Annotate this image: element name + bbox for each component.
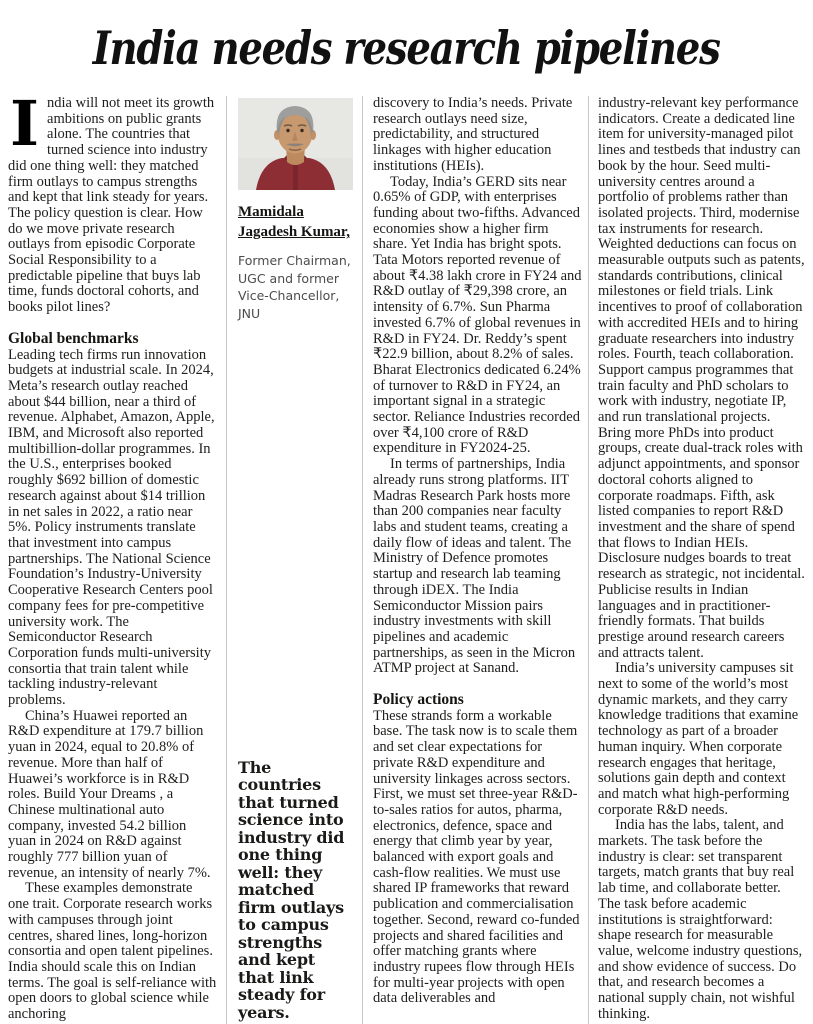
paragraph: These strands form a workable base. The task now is to scale them and set clear expectations for private R&D expenditure and university linkages across sectors. First, we must set three-year R&D-to-sales ratios for autos, pharma, electronics, defence, space and energy that climb year by year, balanced with export goals and cash-flow realities. We must use shared IP frameworks that reward publication and commercialisation together. Second, reward co-funded projects and shared facilities and offer matching grants where industry rupees flow through HEIs for multi-year projects with open data deliverables and bbox=[373, 707, 580, 1007]
paragraph-text: ndia will not meet its growth ambitions on public grants alone. The countries that turned science into industry did one thing well: they matched firm outlays to campus strengths and kept that link steady for years. The policy question is clear. How do we move private research outlays from episodic Corporate Social Responsibility to a predictable pipeline that buys lab time, funds doctoral cohorts, and books pilot lines? bbox=[8, 96, 215, 316]
paragraph: India’s university campuses sit next to some of the world’s most dynamic markets, and they carry knowledge traditions that examine technology as part of a broader human inquiry. When corporate research engages that heritage, solutions gain depth and context and match what high-performing corporate R&D needs. bbox=[598, 660, 799, 818]
author-role: Former Chairman, UGC and former Vice-Chancellor, JNU bbox=[238, 253, 351, 321]
paragraph: China’s Huawei reported an R&D expenditure at 179.7 billion yuan in 2024, equal to 20.8% of revenue. More than half of Huawei’s workforce is in R&D roles. Build Your Dreams , a Chinese multinational auto company, invested 54.2 billion yuan in 2024 on R&D against roughly 777 billion yuan of revenue, an intensity of nearly 7%. bbox=[8, 707, 211, 881]
paragraph: discovery to India’s needs. Private research outlays need size, predictability, and structured linkages with higher education institutions (HEIs). bbox=[373, 96, 573, 174]
column-4 bbox=[588, 96, 805, 1024]
article-body bbox=[8, 96, 805, 1024]
paragraph: In terms of partnerships, India already runs strong platforms. IIT Madras Research Park hosts more than 200 companies near faculty labs and student teams, creating a daily flow of ideas and talent. The Ministry of Defence promotes startup and research lab teaming through iDEX. The India Semiconductor Mission pairs industry investments with skill pipelines and academic partnerships, as seen in the Micron ATMP project at Sanand. bbox=[373, 456, 576, 677]
paragraph: These examples demonstrate one trait. Corporate research works with campuses through joint centres, shared lines, long-horizon consortia and open talent pipelines. India should scale this on Indian terms. The goal is self-reliance with open doors to global science while anchoring bbox=[8, 880, 217, 1023]
paragraph: industry-relevant key performance indicators. Create a dedicated line item for university-managed pilot lines and testbeds that industry can book by the hour. Seed multi-university centres around a portfolio of problems rather than isolated projects. Third, modernise tax instruments for research. Weighted deductions can focus on measurable outputs such as patents, standards contributions, clinical milestones or field trials. Link incentives to proof of collaboration with accredited HEIs and to hiring graduate researchers into industry roles. Fourth, teach collaboration. Support campus programmes that train faculty and PhD scholars to work with industry, negotiate IP, and run translational projects. Bring more PhDs into product groups, create dual-track roles with adjunct appointments, and sponsor doctoral cohorts aligned to corporate roadmaps. Fifth, ask listed companies to report R&D investment and the share of spend that flows to Indian HEIs. Disclosure nudges boards to treat research as strategic, not incidental. Publicise results in Indian languages and in practitioner-friendly formats. That builds prestige around research careers and attracts talent. bbox=[598, 96, 805, 661]
article-title: India needs research pipelines bbox=[93, 21, 720, 75]
lead-paragraph bbox=[8, 96, 217, 316]
author-name: Mamidala Jagadesh Kumar, bbox=[238, 204, 350, 240]
pull-quote: The countries that turned science into industry did one thing well: they matched firm outlays to campus strengths and kept that link steady for years. bbox=[238, 757, 345, 1022]
article-header bbox=[8, 0, 805, 96]
column-author bbox=[226, 96, 362, 1024]
section-heading-global-benchmarks: Global benchmarks bbox=[8, 329, 139, 347]
paragraph: Leading tech firms run innovation budgets at industrial scale. In 2024, Meta’s research outlay reached about $44 billion, near a third of revenue. Alphabet, Amazon, Apple, IBM, and Microsoft also reported multibillion-dollar programmes. In the U.S., enterprises booked roughly $692 billion of domestic research against about $14 trillion in net sales in 2022, a ratio near 5%. Policy instruments translate that investment into campus partnerships. The National Science Foundation’s Industry-University Cooperative Research Centers pool company fees for pre-competitive university work. The Semiconductor Research Corporation funds multi-university consortia that train talent while tackling industry-relevant problems. bbox=[8, 346, 215, 709]
section-heading-policy-actions: Policy actions bbox=[373, 691, 464, 709]
drop-cap: I bbox=[10, 96, 40, 160]
paragraph: India has the labs, talent, and markets. The task before the industry is clear: set transparent targets, match grants that buy real lab time, and collaborate better. The task before academic institutions is straightforward: shape research for measurable value, welcome industry questions, and show evidence of success. Do that, and research becomes a national supply chain, not wishful thinking. bbox=[598, 817, 803, 1022]
portrait-photo-icon bbox=[238, 98, 353, 190]
column-1 bbox=[8, 96, 221, 1024]
author-photo bbox=[238, 98, 353, 190]
column-3 bbox=[362, 96, 588, 1024]
paragraph: Today, India’s GERD sits near 0.65% of GDP, with enterprises funding about two-fifths. Advanced economies show a higher firm share. Yet India has bright spots. Tata Motors reported revenue of about ₹4.38 lakh crore in FY24 and R&D outlay of ₹29,398 crore, an intensity of 6.7%. Sun Pharma invested 6.7% of global revenues in R&D in FY24. Dr. Reddy’s spent ₹22.9 billion, about 8.2% of sales. Bharat Electronics dedicated 6.24% of turnover to R&D in FY24, an important signal in a strategic sector. Reliance Industries recorded over ₹4,100 crore of R&D expenditure in FY2024-25. bbox=[373, 173, 582, 457]
